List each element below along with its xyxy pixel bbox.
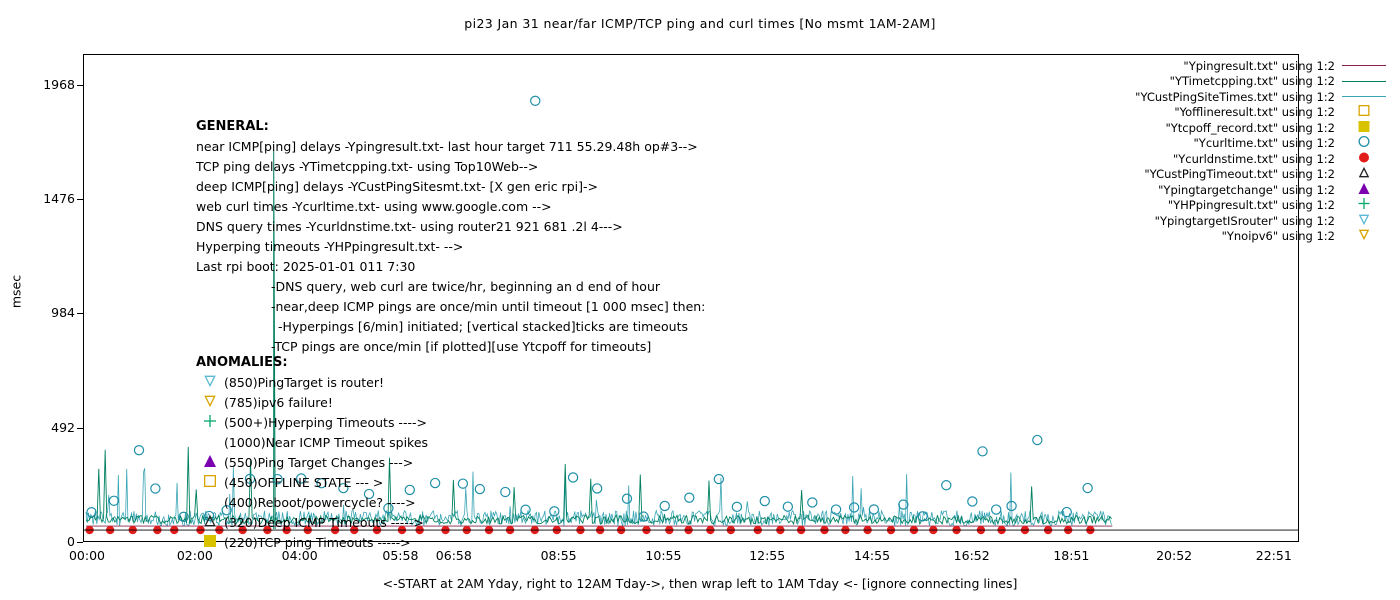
x-tick-label: 04:00 (281, 548, 318, 563)
legend-item (1066, 182, 1386, 198)
marker-curltime (968, 497, 977, 506)
general-line: near ICMP[ping] delays -Ypingresult.txt- last hour target 711 55.29.48h op#3--> (196, 139, 698, 154)
legend-label: "Ypingresult.txt" using 1:2 (1183, 58, 1335, 73)
marker-curltime (899, 500, 908, 509)
y-tick-label: 1476 (43, 191, 75, 206)
y-tick-label: 984 (51, 305, 75, 321)
general-line: -Hyperpings [6/min] initiated; [vertical stacked]ticks are timeouts (278, 319, 688, 334)
anomaly-marker-none-icon (196, 433, 224, 453)
marker-curltime (978, 447, 987, 456)
anomaly-label: (785)ipv6 failure! (224, 395, 333, 410)
legend-label: "Ynoipv6" using 1:2 (1221, 229, 1335, 244)
anomalies-annotation-block (196, 353, 428, 553)
legend-label: "YpingtargetISrouter" using 1:2 (1154, 213, 1335, 228)
marker-curltime (869, 505, 878, 514)
marker-curltime (760, 496, 769, 505)
marker-curltime (660, 501, 669, 510)
x-tick-label: 08:55 (540, 548, 577, 563)
anomaly-marker-filled-square-icon (196, 533, 224, 553)
anomaly-marker-open-triangle-down-icon (196, 393, 224, 413)
legend-key-line-icon (1342, 90, 1386, 104)
anomaly-label: (500+)Hyperping Timeouts ----> (224, 415, 427, 430)
x-tick-label: 20:52 (1156, 548, 1193, 563)
marker-curltime (850, 503, 859, 512)
anomalies-list (196, 373, 428, 553)
legend-item (1066, 74, 1386, 90)
anomaly-marker-open-triangle-up-icon (196, 513, 224, 533)
marker-curltime (109, 496, 118, 505)
legend-label: "Ycurldnstime.txt" using 1:2 (1172, 151, 1335, 166)
legend-label: "Yofflineresult.txt" using 1:2 (1174, 105, 1335, 120)
legend-key-open-square-icon (1342, 105, 1386, 119)
general-line: TCP ping delays -YTimetcpping.txt- using Top10Web--> (196, 159, 539, 174)
general-line: web curl times -Ycurltime.txt- using www.google.com --> (196, 199, 552, 214)
marker-curltime (134, 446, 143, 455)
legend-key-filled-circle-icon (1342, 152, 1386, 166)
marker-curltime (521, 505, 530, 514)
marker-curltime (475, 485, 484, 494)
general-lines (196, 137, 705, 357)
general-line: -DNS query, web curl are twice/hr, beginning an d end of hour (271, 279, 661, 294)
x-tick-label: 12:55 (749, 548, 786, 563)
marker-curltime (808, 498, 817, 507)
general-line: Last rpi boot: 2025-01-01 011 7:30 (196, 259, 416, 274)
x-tick-label: 18:51 (1053, 548, 1090, 563)
legend-label: "YCustPingTimeout.txt" using 1:2 (1144, 167, 1335, 182)
legend-key-open-triangle-up-icon (1342, 167, 1386, 181)
marker-curltime (458, 479, 467, 488)
anomaly-item (196, 393, 428, 413)
legend-key-open-triangle-down-icon (1342, 214, 1386, 228)
anomaly-label: (1000)Near ICMP Timeout spikes (224, 435, 429, 450)
x-tick-label: 00:00 (68, 548, 106, 563)
x-tick-label: 02:00 (176, 548, 213, 563)
x-tick-label: 14:55 (854, 548, 891, 563)
legend-item (1066, 229, 1386, 245)
marker-curltime (431, 478, 440, 487)
marker-curltime (992, 505, 1001, 514)
anomaly-marker-plus-icon (196, 413, 224, 433)
marker-curltime (685, 493, 694, 502)
y-axis-label: msec (8, 274, 24, 309)
marker-curltime (569, 473, 578, 482)
anomaly-marker-filled-triangle-up-icon (196, 453, 224, 473)
legend-item (1066, 105, 1386, 121)
legend-key-filled-triangle-up-icon (1342, 183, 1386, 197)
legend-item (1066, 167, 1386, 183)
marker-curltime (1083, 483, 1092, 492)
chart-title: pi23 Jan 31 near/far ICMP/TCP ping and curl times [No msmt 1AM-2AM] (464, 16, 936, 31)
general-line: DNS query times -Ycurldnstime.txt- using router21 921 681 .2l 4---> (196, 219, 623, 234)
legend-key-line-icon (1342, 59, 1386, 73)
legend-label: "Ytcpoff_record.txt" using 1:2 (1165, 120, 1335, 135)
x-axis-label: <-START at 2AM Yday, right to 12AM Tday->, then wrap left to 1AM Tday <- [ignore connecting lines] (382, 576, 1018, 591)
anomaly-item (196, 413, 428, 433)
legend-item (1066, 89, 1386, 105)
anomaly-item (196, 513, 428, 533)
anomaly-marker-open-square-icon (196, 473, 224, 493)
marker-curltime (622, 494, 631, 503)
legend-label: "YHPpingresult.txt" using 1:2 (1167, 198, 1335, 213)
marker-curltime (831, 505, 840, 514)
anomaly-marker-none-icon (196, 493, 224, 513)
chart-legend (1066, 58, 1386, 244)
anomaly-item (196, 373, 428, 393)
anomaly-label: (850)PingTarget is router! (224, 375, 384, 390)
x-tick-label: 16:52 (953, 548, 990, 563)
marker-curltime (151, 484, 160, 493)
anomaly-label: (320)Deep ICMP Timeouts -----> (224, 515, 424, 530)
general-line: Hyperping timeouts -YHPpingresult.txt- --> (196, 239, 464, 254)
anomaly-item (196, 473, 428, 493)
x-tick-label: 10:55 (645, 548, 682, 563)
legend-item (1066, 198, 1386, 214)
y-tick-label: 492 (51, 419, 75, 435)
legend-label: "Ycurltime.txt" using 1:2 (1193, 136, 1335, 151)
anomaly-label: (400)Reboot/powercycle? ----> (224, 495, 416, 510)
legend-item (1066, 213, 1386, 229)
legend-item (1066, 136, 1386, 152)
y-tick-label: 0 (67, 534, 75, 549)
legend-key-open-circle-icon (1342, 136, 1386, 150)
anomaly-label: (550)Ping Target Changes ---> (224, 455, 414, 470)
marker-curltime (942, 481, 951, 490)
x-tick-label: 06:58 (435, 548, 472, 563)
marker-curltime (783, 502, 792, 511)
legend-item (1066, 120, 1386, 136)
anomalies-heading: ANOMALIES: (196, 355, 288, 370)
anomaly-item (196, 433, 428, 453)
marker-curltime (531, 96, 540, 105)
anomaly-item (196, 533, 428, 553)
marker-curltime (593, 484, 602, 493)
general-line: -TCP pings are once/min [if plotted][use Ytcpoff for timeouts] (271, 339, 652, 354)
marker-curltime (1033, 435, 1042, 444)
legend-key-line-icon (1342, 74, 1386, 88)
anomaly-label: (220)TCP ping Timeouts -----> (224, 535, 411, 550)
marker-curltime (714, 474, 723, 483)
legend-label: "YCustPingSiteTimes.txt" using 1:2 (1135, 89, 1335, 104)
anomaly-item (196, 493, 428, 513)
x-tick-label: 05:58 (382, 548, 419, 563)
legend-key-plus-icon (1342, 198, 1386, 212)
legend-item (1066, 58, 1386, 74)
anomaly-marker-open-triangle-down-icon (196, 373, 224, 393)
x-tick-label: 22:51 (1255, 548, 1292, 563)
general-line: deep ICMP[ping] delays -YCustPingSitesmt.txt- [X gen eric rpi]-> (196, 179, 598, 194)
legend-key-open-triangle-down-icon (1342, 229, 1386, 243)
legend-label: "Ypingtargetchange" using 1:2 (1158, 182, 1335, 197)
legend-item (1066, 151, 1386, 167)
general-heading: GENERAL: (196, 119, 269, 134)
legend-key-filled-square-icon (1342, 121, 1386, 135)
marker-curltime (501, 487, 510, 496)
legend-label: "YTimetcpping.txt" using 1:2 (1169, 74, 1335, 89)
general-line: -near,deep ICMP pings are once/min until timeout [1 000 msec] then: (271, 299, 706, 314)
y-tick-mark (77, 542, 83, 543)
anomaly-item (196, 453, 428, 473)
marker-curltime (732, 502, 741, 511)
general-annotation-block (196, 117, 705, 357)
y-tick-label: 1968 (43, 76, 75, 92)
anomaly-label: (450)OFFLINE STATE --- > (224, 475, 384, 490)
